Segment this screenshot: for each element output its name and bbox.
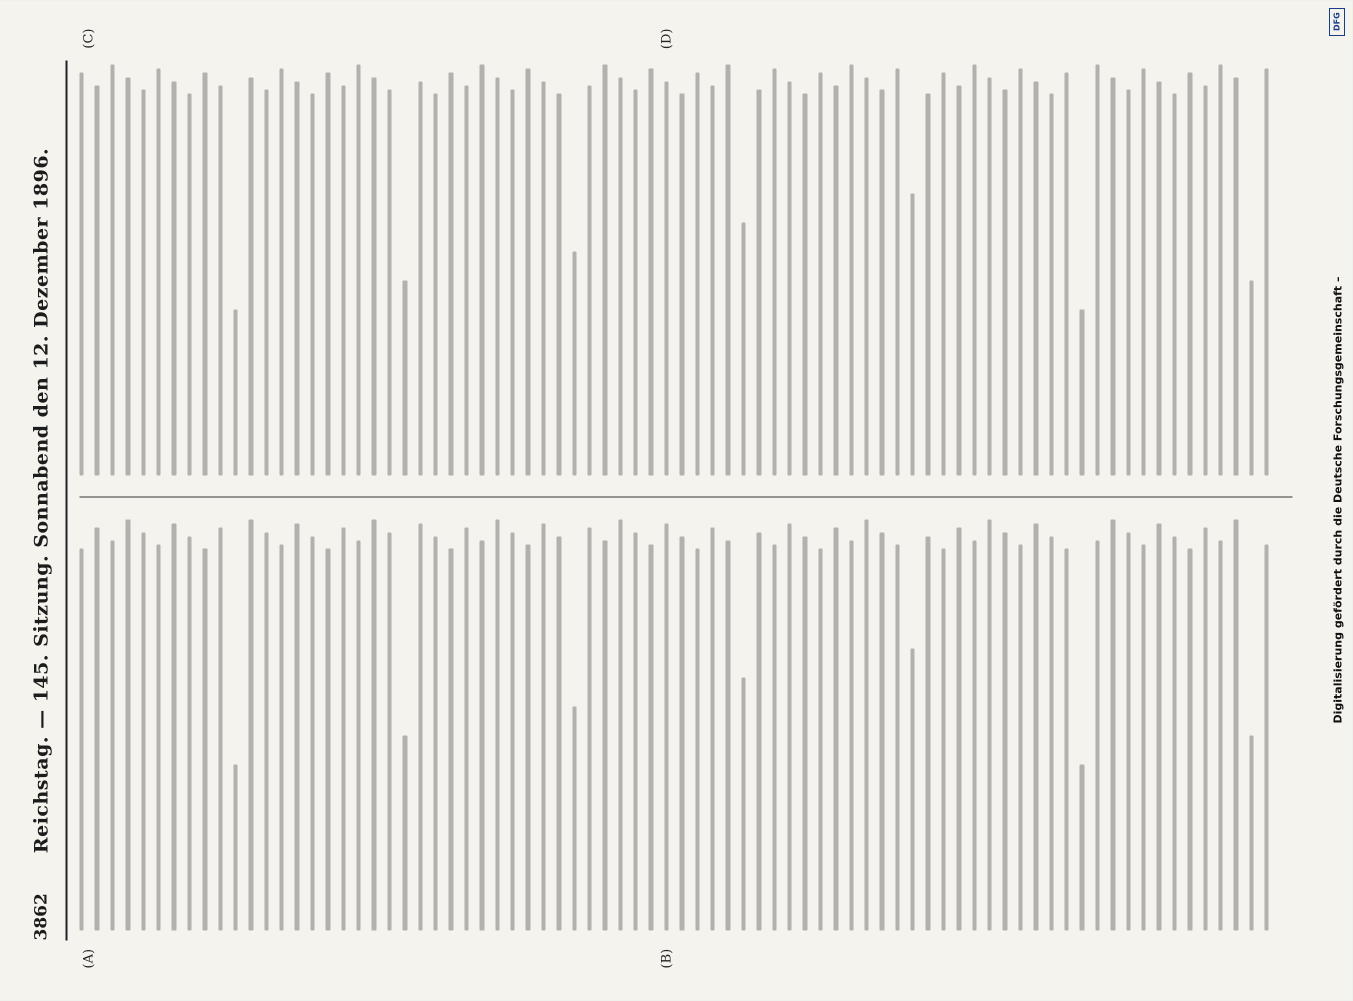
text-line <box>172 524 176 931</box>
text-column-right <box>80 61 1293 476</box>
header-rule <box>66 61 68 941</box>
text-line <box>787 524 791 931</box>
text-line <box>1141 545 1145 931</box>
text-line <box>864 77 868 475</box>
text-line <box>249 520 253 931</box>
text-line <box>757 532 761 930</box>
text-line <box>95 528 99 931</box>
text-line <box>403 735 407 930</box>
text-line <box>341 528 345 931</box>
text-line <box>403 280 407 475</box>
text-line <box>1234 520 1238 931</box>
margin-marker-a: (A) <box>81 948 97 969</box>
text-line <box>988 77 992 475</box>
text-line <box>957 528 961 931</box>
text-line <box>449 73 453 476</box>
text-line <box>664 524 668 931</box>
text-line <box>711 85 715 475</box>
text-line <box>895 545 899 931</box>
text-line <box>818 549 822 931</box>
text-line <box>1126 90 1130 476</box>
text-line <box>541 524 545 931</box>
text-line <box>1172 94 1176 476</box>
text-line <box>433 94 437 476</box>
text-line <box>203 549 207 931</box>
text-line <box>941 73 945 476</box>
text-line <box>803 536 807 930</box>
text-line <box>557 94 561 476</box>
dfg-logo: DFG <box>1329 8 1345 36</box>
text-line <box>295 524 299 931</box>
text-line <box>1218 65 1222 476</box>
text-line <box>834 85 838 475</box>
margin-marker-d: (D) <box>659 28 675 50</box>
text-line <box>895 69 899 476</box>
text-line <box>849 65 853 476</box>
text-line <box>1234 77 1238 475</box>
text-line <box>711 528 715 931</box>
text-line <box>326 73 330 476</box>
text-line <box>480 540 484 930</box>
text-line <box>156 69 160 476</box>
text-line <box>941 549 945 931</box>
text-line <box>1157 81 1161 475</box>
margin-marker-c: (C) <box>81 28 97 49</box>
text-line <box>357 540 361 930</box>
text-line <box>587 85 591 475</box>
dfg-credit-text: Digitalisierung gefördert durch die Deutsche Forschungsgemeinschaft – <box>1331 276 1345 724</box>
text-line <box>726 65 730 476</box>
text-line <box>634 532 638 930</box>
text-line <box>249 77 253 475</box>
text-line <box>187 536 191 930</box>
text-line <box>203 73 207 476</box>
text-line <box>218 85 222 475</box>
text-line <box>1034 524 1038 931</box>
text-line <box>1080 310 1084 476</box>
text-line <box>141 532 145 930</box>
text-line <box>1188 73 1192 476</box>
text-line <box>1049 536 1053 930</box>
text-line <box>1249 280 1253 475</box>
text-line <box>603 540 607 930</box>
dfg-credit <box>1325 0 1351 1000</box>
text-line <box>357 65 361 476</box>
text-line <box>310 94 314 476</box>
text-line <box>264 532 268 930</box>
text-line <box>926 94 930 476</box>
text-line <box>557 536 561 930</box>
text-line <box>110 540 114 930</box>
text-line <box>649 545 653 931</box>
text-line <box>803 94 807 476</box>
text-line <box>880 90 884 476</box>
text-line <box>156 545 160 931</box>
text-line <box>418 524 422 931</box>
text-line <box>480 65 484 476</box>
text-line <box>433 536 437 930</box>
text-line <box>634 90 638 476</box>
text-line <box>510 532 514 930</box>
text-line <box>495 520 499 931</box>
text-line <box>772 545 776 931</box>
text-line <box>464 85 468 475</box>
text-line <box>572 251 576 475</box>
text-line <box>957 85 961 475</box>
text-line <box>664 81 668 475</box>
text-line <box>326 549 330 931</box>
text-line <box>1157 524 1161 931</box>
text-line <box>1203 528 1207 931</box>
text-line <box>741 222 745 475</box>
text-line <box>818 73 822 476</box>
text-line <box>972 540 976 930</box>
text-line <box>80 549 84 931</box>
column-divider <box>80 497 1293 498</box>
text-line <box>757 90 761 476</box>
text-line <box>110 65 114 476</box>
text-line <box>1080 765 1084 931</box>
text-line <box>1249 735 1253 930</box>
text-line <box>510 90 514 476</box>
text-line <box>864 520 868 931</box>
text-line <box>695 73 699 476</box>
text-line <box>280 545 284 931</box>
text-line <box>541 81 545 475</box>
page <box>0 1 1353 1001</box>
text-line <box>372 77 376 475</box>
text-line <box>649 69 653 476</box>
text-line <box>1111 77 1115 475</box>
text-line <box>233 765 237 931</box>
text-line <box>141 90 145 476</box>
text-line <box>1034 81 1038 475</box>
text-line <box>218 528 222 931</box>
text-line <box>618 77 622 475</box>
text-line <box>295 81 299 475</box>
page-number: 3862 <box>31 893 52 941</box>
margin-marker-b: (B) <box>659 948 675 969</box>
text-line <box>1141 69 1145 476</box>
text-line <box>1049 94 1053 476</box>
text-line <box>587 528 591 931</box>
text-line <box>680 536 684 930</box>
page-header <box>22 61 62 941</box>
text-line <box>680 94 684 476</box>
text-line <box>418 81 422 475</box>
text-line <box>526 545 530 931</box>
text-line <box>233 310 237 476</box>
text-line <box>926 536 930 930</box>
text-line <box>1018 69 1022 476</box>
text-line <box>187 94 191 476</box>
text-line <box>972 65 976 476</box>
page-title: Reichstag. — 145. Sitzung. Sonnabend den 12. Dezember 1896. <box>30 147 53 854</box>
text-line <box>618 520 622 931</box>
text-line <box>387 90 391 476</box>
text-line <box>310 536 314 930</box>
text-line <box>1065 549 1069 931</box>
text-line <box>880 532 884 930</box>
text-line <box>372 520 376 931</box>
text-line <box>741 677 745 930</box>
text-line <box>341 85 345 475</box>
text-line <box>80 73 84 476</box>
text-line <box>387 532 391 930</box>
text-column-left <box>80 516 1293 931</box>
text-line <box>1111 520 1115 931</box>
text-line <box>787 81 791 475</box>
text-line <box>1218 540 1222 930</box>
text-line <box>126 77 130 475</box>
text-line <box>95 85 99 475</box>
text-line <box>1095 540 1099 930</box>
text-line <box>495 77 499 475</box>
text-line <box>1126 532 1130 930</box>
text-line <box>264 90 268 476</box>
text-line <box>603 65 607 476</box>
text-line <box>988 520 992 931</box>
text-line <box>834 528 838 931</box>
text-line <box>849 540 853 930</box>
text-line <box>695 549 699 931</box>
text-line <box>572 706 576 930</box>
text-line <box>1265 545 1269 931</box>
text-line <box>1095 65 1099 476</box>
text-line <box>1003 532 1007 930</box>
text-line <box>1172 536 1176 930</box>
text-line <box>526 69 530 476</box>
text-line <box>1265 69 1269 476</box>
text-line <box>1003 90 1007 476</box>
text-line <box>911 648 915 930</box>
text-line <box>772 69 776 476</box>
text-line <box>726 540 730 930</box>
text-line <box>1203 85 1207 475</box>
text-line <box>464 528 468 931</box>
text-line <box>449 549 453 931</box>
text-line <box>1188 549 1192 931</box>
text-line <box>1018 545 1022 931</box>
text-line <box>172 81 176 475</box>
text-line <box>126 520 130 931</box>
text-line <box>1065 73 1069 476</box>
text-line <box>280 69 284 476</box>
text-line <box>911 193 915 475</box>
